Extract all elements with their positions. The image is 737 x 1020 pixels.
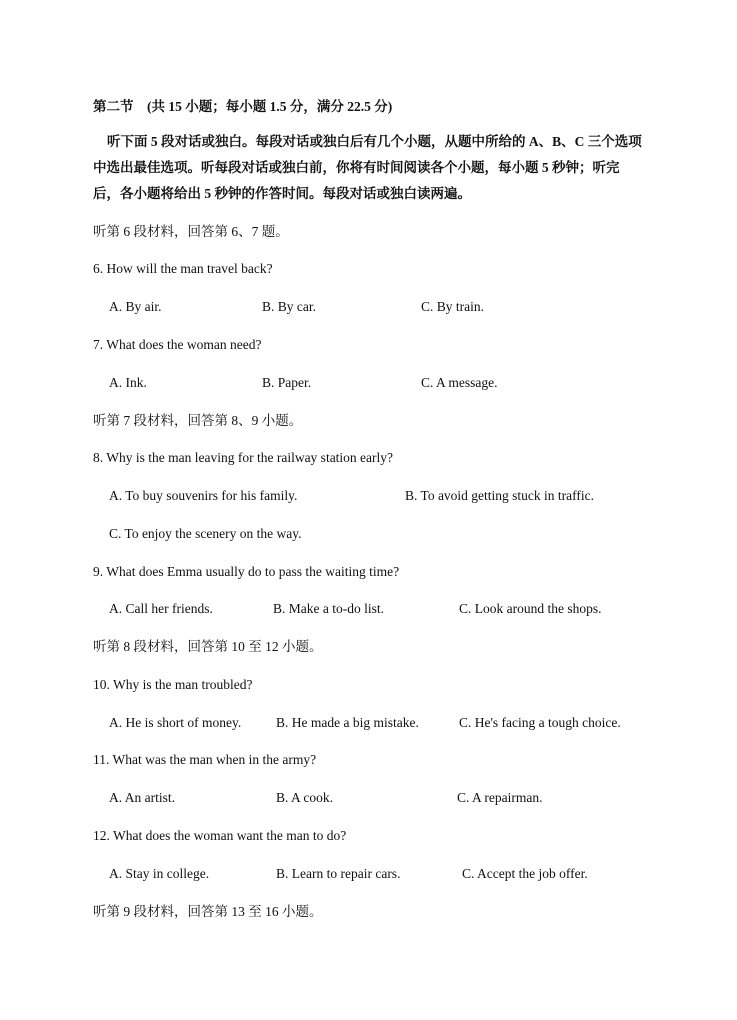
q6-option-b: B. By car.	[262, 299, 316, 314]
instructions-paragraph: 听下面 5 段对话或独白。每段对话或独白后有几个小题，从题中所给的 A、B、C 三个选项中选出最佳选项。听每段对话或独白前，你将有时间阅读各个小题，每小题 5 秒钟；听完后，各小题将给出 5 秒钟的作答时间。每段对话或独白读两遍。	[93, 134, 642, 201]
q11-option-a: A. An artist.	[109, 790, 175, 805]
group-label-6: 听第 6 段材料，回答第 6、7 题。	[93, 224, 289, 239]
question-9: 9. What does Emma usually do to pass the waiting time?	[93, 564, 400, 579]
q11-option-b: B. A cook.	[276, 790, 334, 805]
q12-option-b: B. Learn to repair cars.	[276, 866, 401, 881]
q7-option-c: C. A message.	[421, 375, 498, 390]
group-label-9: 听第 9 段材料，回答第 13 至 16 小题。	[93, 904, 323, 919]
q6-option-c: C. By train.	[421, 299, 484, 314]
q10-option-a: A. He is short of money.	[109, 715, 242, 730]
q8-option-c: C. To enjoy the scenery on the way.	[109, 526, 302, 541]
q8-option-b: B. To avoid getting stuck in traffic.	[405, 488, 595, 503]
q12-option-a: A. Stay in college.	[109, 866, 210, 881]
q9-option-a: A. Call her friends.	[109, 601, 213, 616]
section-heading: 第二节 (共 15 小题；每小题 1.5 分，满分 22.5 分)	[93, 99, 393, 114]
group-label-7: 听第 7 段材料，回答第 8、9 小题。	[93, 413, 303, 428]
q7-option-b: B. Paper.	[262, 375, 312, 390]
q10-option-c: C. He's facing a tough choice.	[459, 715, 621, 730]
question-8: 8. Why is the man leaving for the railway station early?	[93, 450, 394, 465]
question-11: 11. What was the man when in the army?	[93, 752, 317, 767]
question-10: 10. Why is the man troubled?	[93, 677, 253, 692]
q8-option-a: A. To buy souvenirs for his family.	[109, 488, 298, 503]
q10-option-b: B. He made a big mistake.	[276, 715, 419, 730]
q6-option-a: A. By air.	[109, 299, 162, 314]
q12-option-c: C. Accept the job offer.	[462, 866, 588, 881]
q9-option-b: B. Make a to-do list.	[273, 601, 384, 616]
q11-option-c: C. A repairman.	[457, 790, 543, 805]
question-7: 7. What does the woman need?	[93, 337, 262, 352]
question-6: 6. How will the man travel back?	[93, 261, 273, 276]
q7-option-a: A. Ink.	[109, 375, 147, 390]
question-12: 12. What does the woman want the man to do?	[93, 828, 347, 843]
q9-option-c: C. Look around the shops.	[459, 601, 602, 616]
group-label-8: 听第 8 段材料，回答第 10 至 12 小题。	[93, 639, 323, 654]
